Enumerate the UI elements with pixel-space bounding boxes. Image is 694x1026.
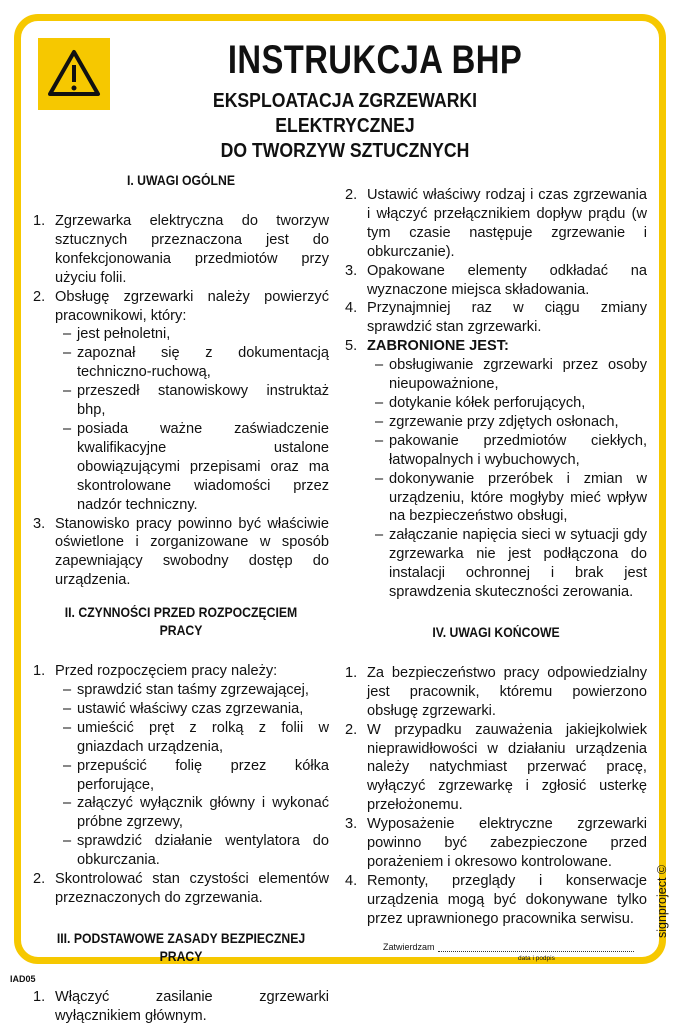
list-item: 2. Obsługę zgrzewarki należy powierzyć pracownikowi, który: – jest pełnoletni, – zapoznał się z dokumentacją techniczno-ruchową, – przeszedł stanowiskowy instruktaż bhp, – posiada ważne zaświadczenie kwalifikacyjne ustalone obowiązującymi przepisami oraz ma skontrolowane wiadomości przez nadzór techniczny. [33, 288, 329, 515]
sub-item: – przepuścić folię przez kółka perforujące, [55, 757, 329, 795]
sub-item: – dokonywanie przeróbek i zmian w urządzeniu, które mogłyby mieć wpływ na bezpieczeństwo obsługi, [367, 470, 647, 527]
sub-item: – umieścić pręt z rolką z folii w gniazdach urządzenia, [55, 719, 329, 757]
section-4-list [345, 664, 647, 929]
list-item: 4. Przynajmniej raz w ciągu zmiany sprawdzić stan zgrzewarki. [345, 300, 647, 336]
section-3-title: III. PODSTAWOWE ZASADY BEZPIECZNEJ PRACY [56, 930, 306, 964]
section-3-list-b [345, 186, 647, 602]
signature-line [438, 951, 634, 952]
sub-item: – załączanie napięcia sieci w sytuacji gdy zgrzewarka nie jest podłączona do instalacji ochronnej i brak jest sprawdzenia skuteczności zerowania. [367, 526, 647, 602]
sub-item: – sprawdzić działanie wentylatora do obkurczania. [55, 832, 329, 870]
sub-item: – załączyć wyłącznik główny i wykonać próbne zgrzewy, [55, 794, 329, 832]
sign-code: IAD05 [10, 974, 36, 984]
list-item: 5. ZABRONIONE JEST: – obsługiwanie zgrzewarki przez osoby nieupoważnione, – dotykanie kółek perforujących, – zgrzewanie przy zdjętych osłonach, – pakowanie przedmiotów ciekłych, łatwopalnych i wybuchowych, – dokonywanie przeróbek i zmian w urządzeniu, które mogłyby mieć wpływ na bezpieczeństwo obsługi, – załączanie napięcia sieci w sytuacji gdy zgrzewarka nie jest podłączona do instalacji ochronnej i brak jest sprawdzenia skuteczności zerowania. [345, 337, 647, 602]
sub-item: – dotykanie kółek perforujących, [367, 394, 647, 413]
list-item: 2. W przypadku zauważenia jakiejkolwiek nieprawidłowości w działaniu urządzenia należy natychmiast przerwać pracę, wyłączyć zgrzewarkę i zgłosić usterkę przełożonemu. [345, 721, 647, 814]
sub-item: – pakowanie przedmiotów ciekłych, łatwopalnych i wybuchowych, [367, 432, 647, 470]
sub-item: – jest pełnoletni, [55, 325, 329, 344]
section-2-title: II. CZYNNOŚCI PRZED ROZPOCZĘCIEM PRACY [64, 605, 298, 639]
sub-item: – zapoznał się z dokumentacją techniczno-ruchową, [55, 344, 329, 382]
sub-item: – posiada ważne zaświadczenie kwalifikacyjne ustalone obowiązującymi przepisami oraz ma skontrolowane wiadomości przez nadzór techniczny. [55, 420, 329, 515]
page-subtitle: EKSPLOATACJA ZGRZEWARKI ELEKTRYCZNEJ DO TWORZYW SZTUCZNYCH [212, 89, 478, 162]
left-column [33, 172, 329, 1026]
list-item: 4. Remonty, przeglądy i konserwacje urządzenia mogą być dokonywane tylko przez uprawnionego pracownika serwisu. [345, 872, 647, 927]
list-item: 2. Skontrolować stan czystości elementów przeznaczonych do zgrzewania. [33, 871, 329, 906]
list-item: 1. Przed rozpoczęciem pracy należy: – sprawdzić stan taśmy zgrzewającej, – ustawić właściwy czas zgrzewania, – umieścić pręt z rolką z folii w gniazdach urządzenia, – przepuścić folię przez kółka perforujące, – załączyć wyłącznik główny i wykonać próbne zgrzewy, – sprawdzić działanie wentylatora do obkurczania. [33, 662, 329, 870]
section-2-list [33, 662, 329, 908]
sub-item: – zgrzewanie przy zdjętych osłonach, [367, 413, 647, 432]
list-item: 1. Zgrzewarka elektryczna do tworzyw sztucznych przeznaczona jest do konfekcjonowania przedmiotów przy użyciu folii. [33, 213, 329, 286]
section-1-list [33, 212, 329, 590]
warning-icon [38, 38, 110, 110]
approve-label: Zatwierdzam [383, 942, 435, 952]
list-item: 1. Włączyć zasilanie zgrzewarki wyłącznikiem głównym. [33, 988, 329, 1024]
list-item: 3. Opakowane elementy odkładać na wyznaczone miejsca składowania. [345, 262, 647, 298]
date-sign-label: data i podpis [518, 955, 555, 962]
section-1-title: I. UWAGI OGÓLNE [126, 173, 236, 188]
sub-item: – ustawić właściwy czas zgrzewania, [55, 700, 329, 719]
sub-item: – sprawdzić stan taśmy zgrzewającej, [55, 681, 329, 700]
page-title: INSTRUKCJA BHP [227, 38, 523, 82]
brand-label: signproject © [655, 864, 669, 938]
sub-item: – przeszedł stanowiskowy instruktaż bhp, [55, 382, 329, 420]
sub-item: – obsługiwanie zgrzewarki przez osoby nieupoważnione, [367, 356, 647, 394]
list-item: 3. Wyposażenie elektryczne zgrzewarki powinno być zabezpieczone przed porażeniem i okresowo kontrolowane. [345, 816, 647, 870]
section-3-list-a [33, 988, 329, 1026]
list-item: 1. Za bezpieczeństwo pracy odpowiedzialny jest pracownik, któremu powierzono obsługę zgrzewarki. [345, 664, 647, 719]
right-column [345, 186, 647, 929]
list-item: 2. Ustawić właściwy rodzaj i czas zgrzewania i włączyć przełącznikiem dopływ prądu (w tym czasie następuje zgrzewanie i obkurczanie). [345, 187, 647, 260]
section-4-title: IV. UWAGI KOŃCOWE [432, 624, 560, 640]
list-item: 3. Stanowisko pracy powinno być właściwie oświetlone i zorganizowane w sposób zapewniający swobodny dostęp do urządzenia. [33, 515, 329, 589]
